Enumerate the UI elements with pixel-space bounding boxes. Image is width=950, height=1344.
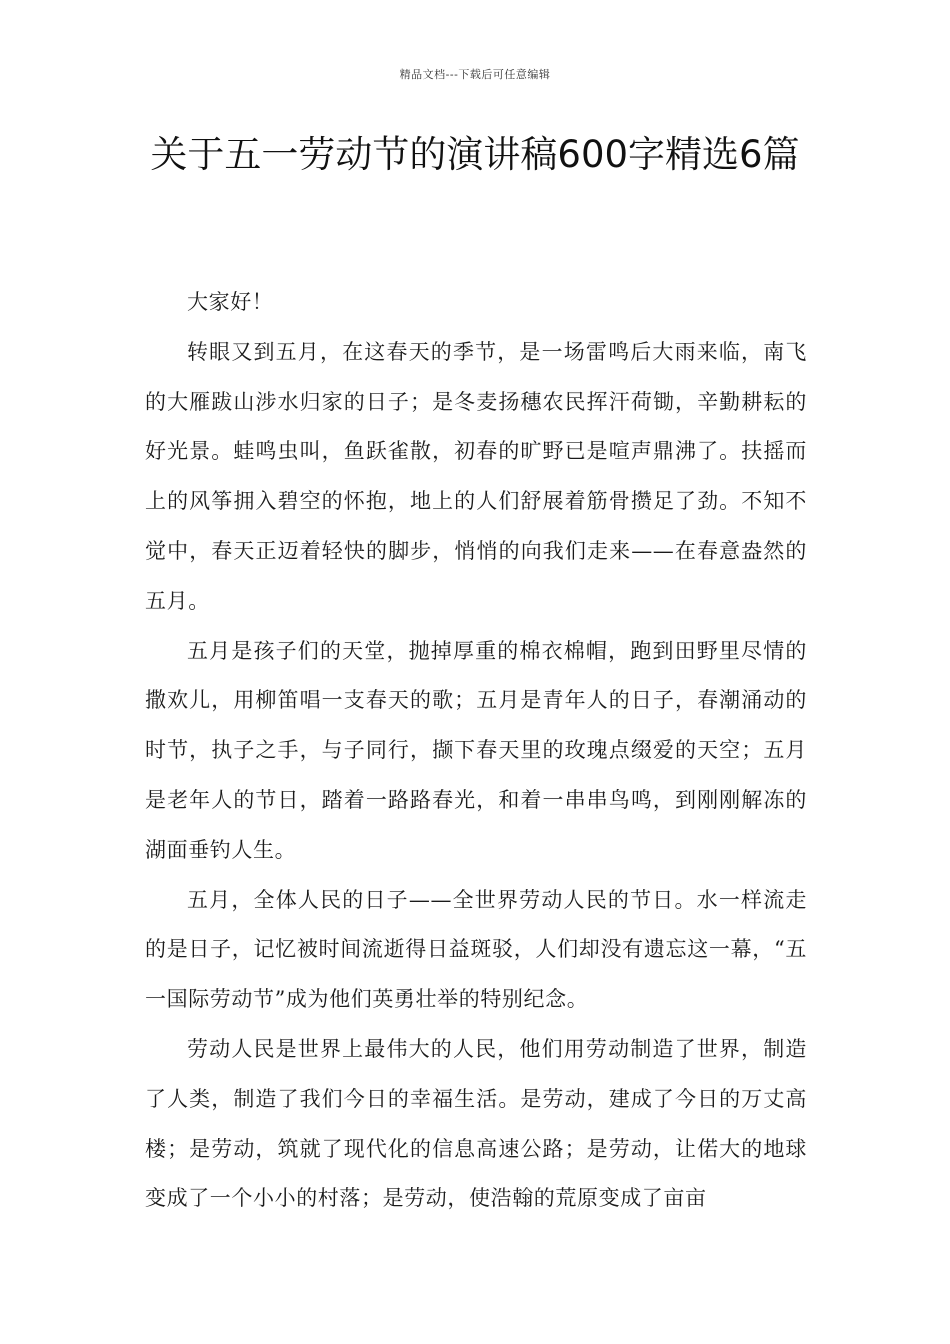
paragraph: 五月是孩子们的天堂，抛掉厚重的棉衣棉帽，跑到田野里尽情的撒欢儿，用柳笛唱一支春天的歌；五月是青年人的日子，春潮涌动的时节，执子之手，与子同行，撷下春天里的玫瑰点缀爱的天空；五月是老年人的节日，踏着一路路春光，和着一串串鸟鸣，到刚刚解冻的湖面垂钓人生。	[145, 638, 807, 862]
paragraph-greeting: 大家好！	[187, 290, 274, 314]
paragraph: 劳动人民是世界上最伟大的人民，他们用劳动制造了世界，制造了人类，制造了我们今日的幸福生活。是劳动，建成了今日的万丈高楼；是劳动，筑就了现代化的信息高速公路；是劳动，让偌大的地球变成了一个小小的村落；是劳动，使浩翰的荒原变成了亩亩	[145, 1036, 807, 1211]
document-body	[145, 278, 807, 1224]
paragraph: 五月，全体人民的日子——全世界劳动人民的节日。水一样流走的是日子，记忆被时间流逝得日益斑驳，人们却没有遗忘这一幕，“五一国际劳动节”成为他们英勇壮举的特别纪念。	[145, 887, 807, 1012]
document-title: 关于五一劳动节的演讲稿600字精选6篇	[150, 133, 800, 176]
header-note: 精品文档---下载后可任意编辑	[399, 68, 551, 81]
paragraph: 转眼又到五月，在这春天的季节，是一场雷鸣后大雨来临，南飞的大雁跋山涉水归家的日子；是冬麦扬穗农民挥汗荷锄，辛勤耕耘的好光景。蛙鸣虫叫，鱼跃雀散，初春的旷野已是喧声鼎沸了。扶摇而上的风筝拥入碧空的怀抱，地上的人们舒展着筋骨攒足了劲。不知不觉中，春天正迈着轻快的脚步，悄悄的向我们走来——在春意盎然的五月。	[145, 339, 807, 613]
